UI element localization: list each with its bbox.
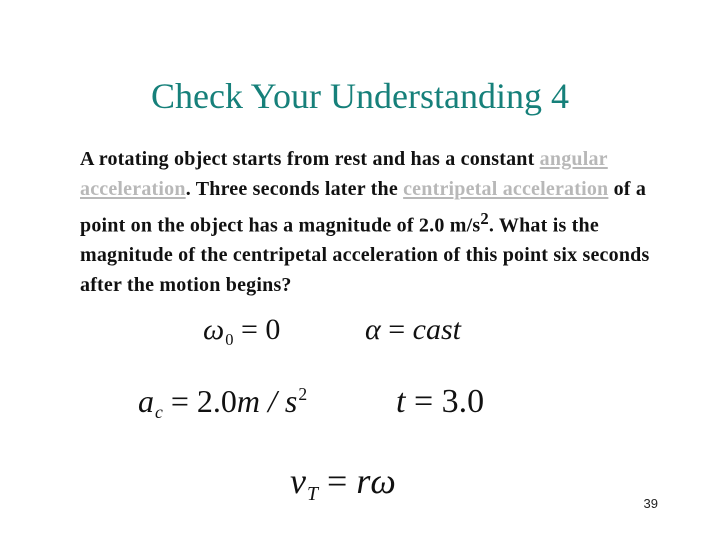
eq1-rest: = 0	[233, 313, 281, 346]
eq5-symbol: v	[290, 461, 306, 501]
eq5-rhs: rω	[356, 461, 396, 501]
eq5-rest: =	[318, 461, 357, 501]
centripetal-acceleration-link[interactable]: centripetal acceleration	[403, 177, 609, 200]
angular-acceleration-link[interactable]: angular acceleration	[80, 148, 608, 200]
eq2-rest: =	[380, 313, 413, 346]
question-text-part-3: of a point on the object has a magnitude of 2.0 m/s	[80, 177, 647, 237]
eq3-superscript: 2	[298, 383, 308, 404]
eq4-symbol: t	[396, 383, 406, 420]
equation-alpha-constant	[365, 313, 461, 347]
eq3-symbol: a	[138, 383, 154, 419]
equation-time	[396, 383, 484, 421]
eq4-rest: = 3.0	[405, 383, 485, 420]
page-number: 39	[643, 496, 658, 511]
unit-exponent: 2	[480, 209, 489, 228]
equation-centripetal-acceleration	[138, 383, 308, 423]
equation-tangential-velocity	[290, 460, 396, 505]
eq1-subscript: 0	[225, 329, 234, 349]
equation-omega-zero	[203, 313, 280, 347]
eq1-symbol: ω	[203, 313, 225, 346]
question-text-part-2: . Three seconds later the	[185, 177, 404, 200]
eq3-rest: = 2.0	[162, 383, 237, 419]
question-text-part-4: . What is the magnitude of the centripetal acceleration of this point six seconds after the motion begins?	[80, 214, 650, 296]
eq2-rhs: cast	[412, 313, 461, 346]
eq2-symbol: α	[365, 313, 381, 346]
question-text-part-1: A rotating object starts from rest and has a constant	[80, 148, 540, 170]
eq5-subscript: T	[306, 482, 318, 505]
eq3-unit: m / s	[236, 383, 298, 419]
eq3-subscript: c	[155, 402, 163, 423]
question-text	[80, 145, 670, 300]
slide-title: Check Your Understanding 4	[151, 76, 569, 116]
